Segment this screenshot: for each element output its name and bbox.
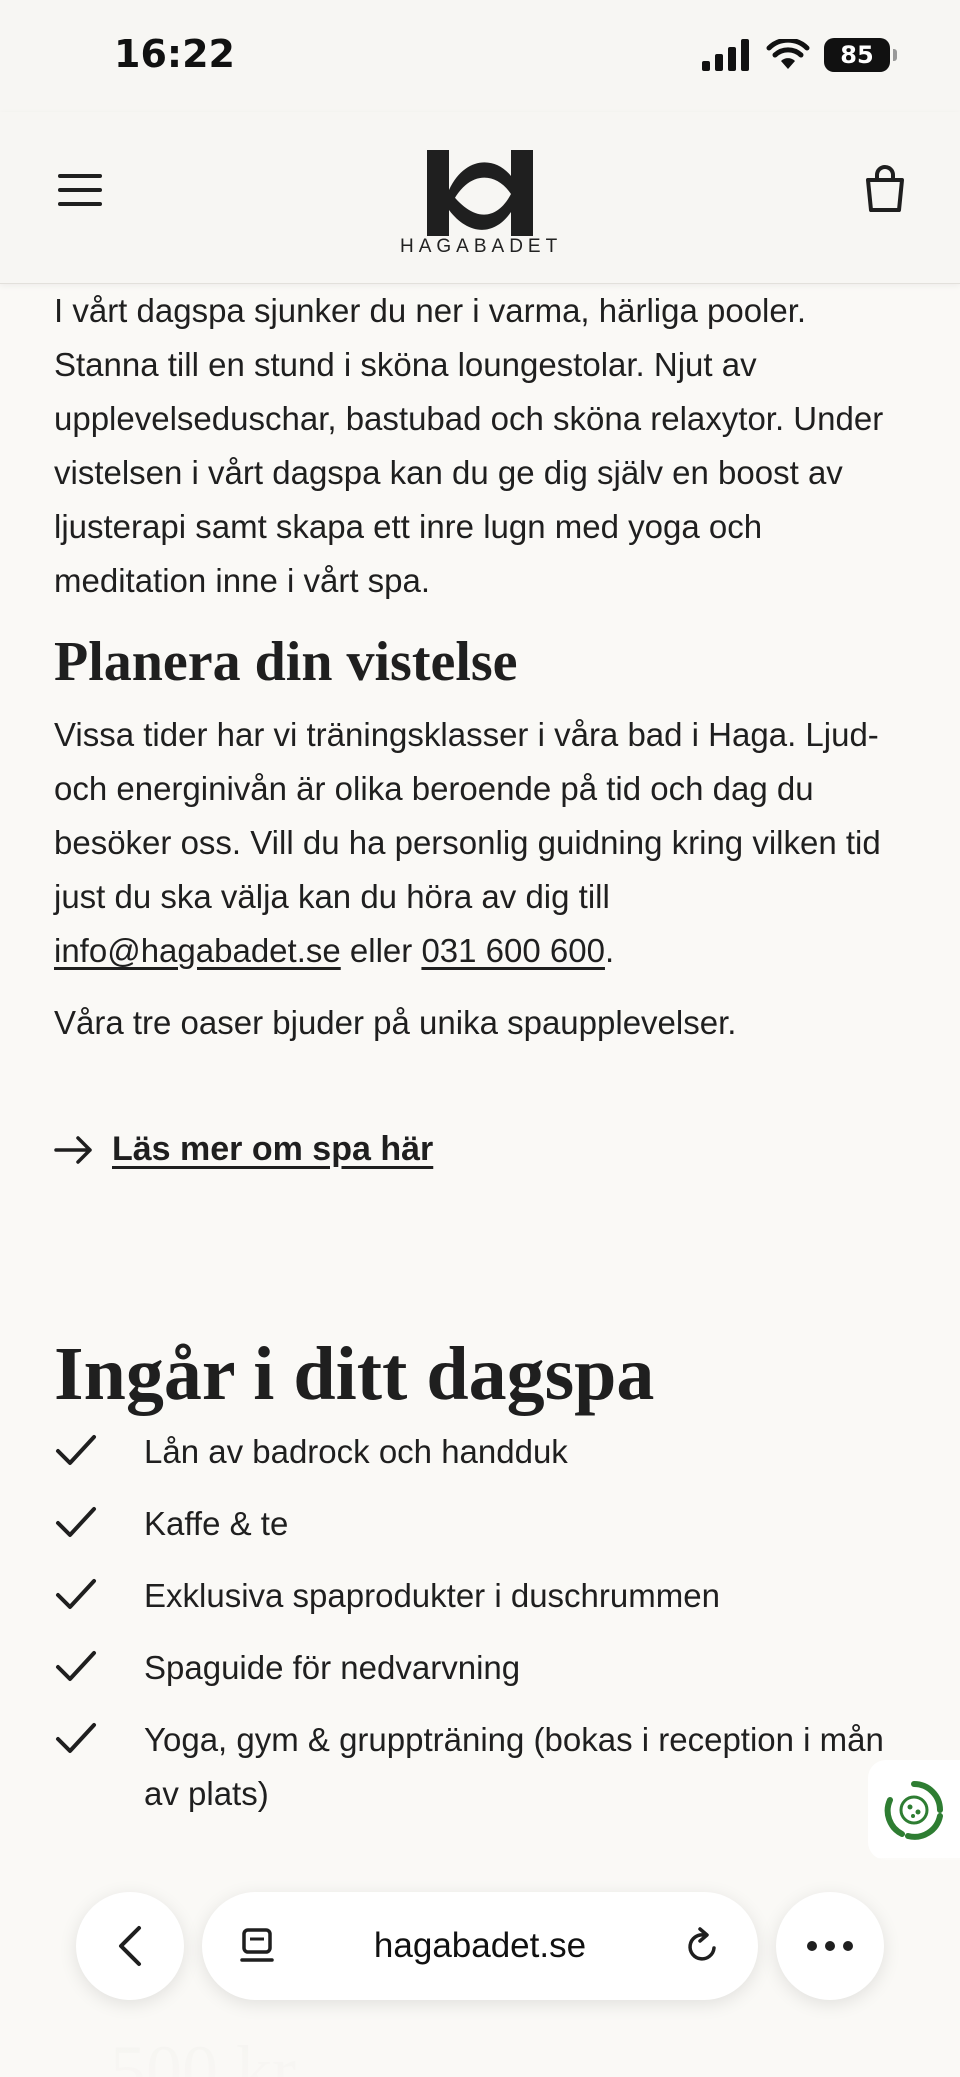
list-item bbox=[54, 1713, 904, 1821]
back-button[interactable] bbox=[76, 1892, 184, 2000]
cookie-settings-widget[interactable] bbox=[868, 1760, 960, 1860]
read-more-link[interactable] bbox=[54, 1130, 904, 1169]
arrow-right-icon bbox=[54, 1135, 94, 1165]
list-item bbox=[54, 1569, 904, 1623]
hagabadet-logo[interactable] bbox=[400, 136, 563, 262]
intro-paragraph: I vårt dagspa sjunker du ner i varma, härliga pooler. Stanna till en stund i sköna loungestolar. Njut av upplevelseduschar, bastubad och sköna relaxytor. Under vistelsen i vårt dagspa kan du ge dig själv en boost av ljusterapi samt skapa ett inre lugn med yoga och meditation inne i vårt spa. bbox=[54, 292, 884, 599]
list-item-label: Spaguide för nedvarvning bbox=[144, 1649, 521, 1686]
check-icon bbox=[54, 1645, 98, 1689]
check-icon bbox=[54, 1717, 98, 1761]
plan-text-end: . bbox=[604, 932, 615, 969]
included-heading: Ingår i ditt dagspa bbox=[54, 1332, 655, 1416]
hamburger-icon bbox=[56, 172, 104, 208]
cookie-settings-icon bbox=[882, 1778, 946, 1842]
list-item-label: Lån av badrock och handduk bbox=[144, 1433, 568, 1470]
list-item bbox=[54, 1641, 904, 1695]
included-list bbox=[54, 1425, 904, 1821]
check-icon bbox=[54, 1501, 98, 1545]
phone-link[interactable]: 031 600 600 bbox=[421, 932, 605, 969]
list-item-label: Kaffe & te bbox=[144, 1505, 289, 1542]
status-icons bbox=[702, 38, 890, 72]
list-item-label: Exklusiva spaprodukter i duschrummen bbox=[144, 1577, 720, 1614]
plan-paragraph bbox=[54, 708, 904, 978]
read-more-label: Läs mer om spa här bbox=[112, 1130, 434, 1168]
more-button[interactable] bbox=[776, 1892, 884, 2000]
chevron-left-icon bbox=[115, 1924, 145, 1968]
oases-paragraph: Våra tre oaser bjuder på unika spaupplevelser. bbox=[54, 1004, 737, 1041]
wifi-icon bbox=[766, 39, 810, 71]
plan-text-before: Vissa tider har vi träningsklasser i våra bad i Haga. Ljud- och energinivån är olika beroende på tid och dag du besöker oss. Vill du ha personlig guidning kring vilken tid just du ska välja kan du höra av dig till bbox=[54, 716, 881, 915]
status-bar bbox=[0, 0, 960, 112]
list-item-label: Yoga, gym & gruppträning (bokas i reception i mån av plats) bbox=[144, 1721, 884, 1812]
browser-toolbar bbox=[0, 1858, 960, 2077]
email-link[interactable]: info@hagabadet.se bbox=[54, 932, 341, 969]
status-time: 16:22 bbox=[114, 32, 235, 76]
url-text: hagabadet.se bbox=[373, 1926, 587, 1965]
site-header bbox=[0, 112, 960, 284]
logo-text: HAGABADET bbox=[400, 236, 563, 257]
plan-heading: Planera din vistelse bbox=[54, 631, 518, 693]
menu-button[interactable] bbox=[56, 172, 104, 208]
more-icon bbox=[806, 1940, 854, 1952]
check-icon bbox=[54, 1429, 98, 1473]
signal-icon bbox=[702, 39, 752, 71]
plan-text-mid: eller bbox=[340, 932, 422, 969]
battery-indicator: 85 bbox=[824, 38, 890, 72]
logo-mark-icon bbox=[425, 150, 535, 236]
main-content bbox=[54, 284, 904, 1839]
cart-button[interactable] bbox=[862, 164, 908, 214]
check-icon bbox=[54, 1573, 98, 1617]
tabs-icon[interactable] bbox=[238, 1926, 278, 1966]
shopping-bag-icon bbox=[862, 164, 908, 214]
address-bar[interactable] bbox=[202, 1892, 758, 2000]
list-item bbox=[54, 1497, 904, 1551]
reload-icon[interactable] bbox=[682, 1926, 722, 1966]
list-item bbox=[54, 1425, 904, 1479]
